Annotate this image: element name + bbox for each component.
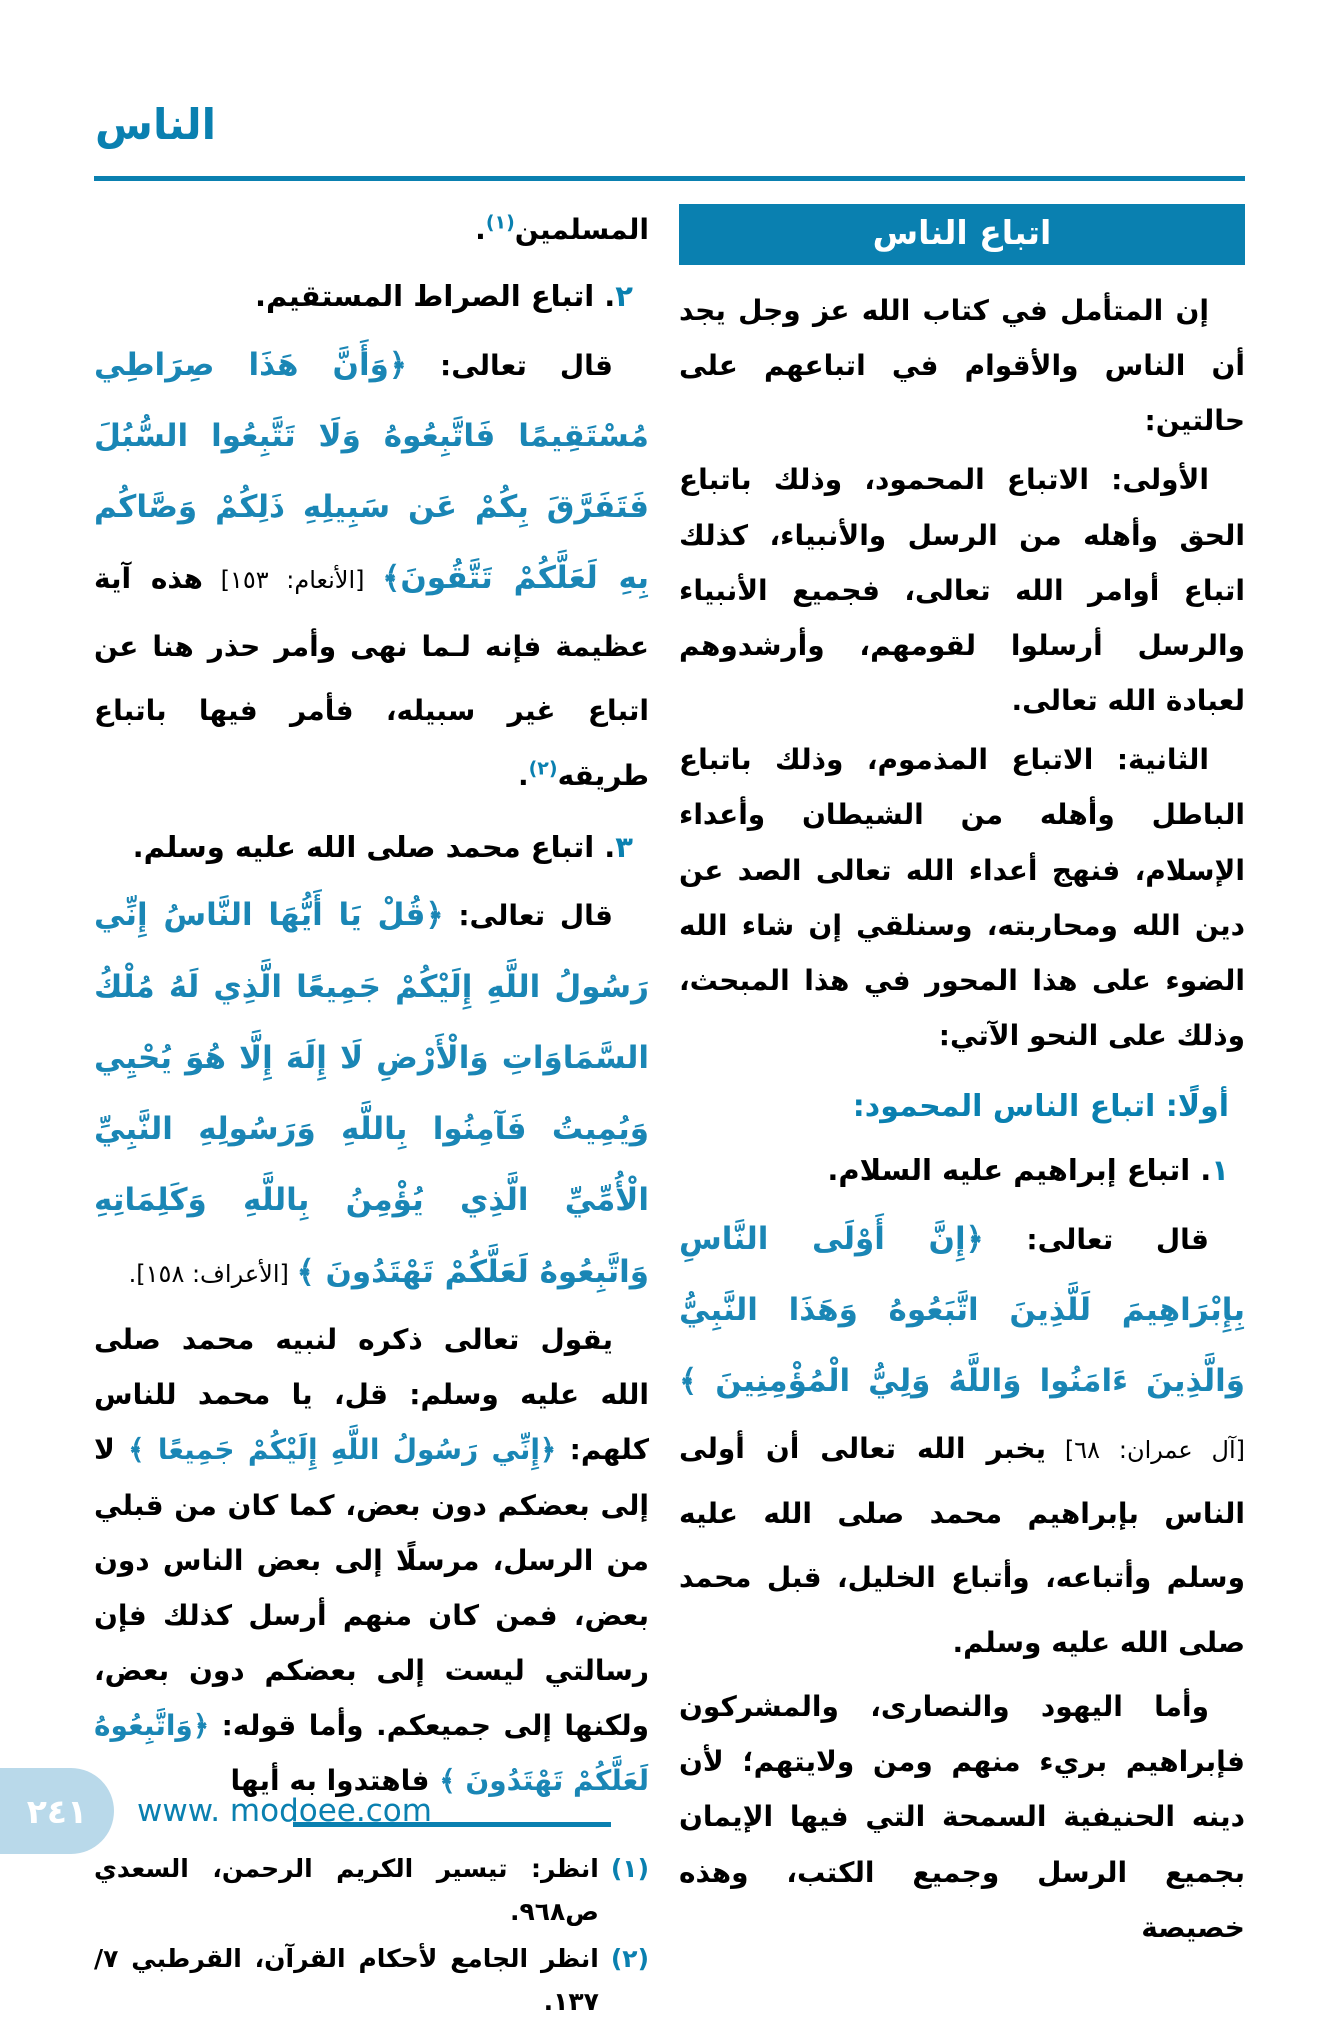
bold-text: . اتباع إبراهيم عليه السلام. (827, 1153, 1212, 1188)
heading-number: ٣ (615, 829, 633, 864)
footnote-item (94, 1847, 649, 1933)
paragraph-h-num (94, 273, 649, 319)
paragraph-h-teal (679, 1083, 1245, 1131)
body-text: . (517, 758, 529, 792)
footnote-text: انظر الجامع لأحكام القرآن، القرطبي ٧/ ١٣٧. (94, 1944, 599, 2017)
body-text: المسلمين (514, 213, 649, 246)
paragraph-p-quran (94, 880, 649, 1308)
body-text: وأما اليهود والنصارى، والمشركون فإبراهيم بريء منهم ومن ولايتهم؛ لأن دينه الحنيفية السمحة التي فيها الإيمان بجميع الرسل وجميع الكتب، وهذه خصيصة (679, 1690, 1245, 1944)
body-text: الاتباع المحمود، وذلك باتباع الحق وأهله من الرسل والأنبياء، كذلك اتباع أوامر الله تعالى، فجميع الأنبياء والرسل أرسلوا لقومهم، وأرشدوهم لعبادة الله تعالى. (679, 463, 1245, 718)
footnote-ref-marker: (١) (485, 211, 515, 234)
footnote-marker: (٢) (610, 1944, 649, 1974)
page-title: الناس (95, 100, 217, 149)
body-text: يقول تعالى ذكره لنبيه محمد صلى الله عليه وسلم: قل، يا محمد للناس كلهم: (94, 1323, 649, 1467)
heading-number: ٢ (615, 279, 633, 314)
quran-text: ﴿إِنِّي رَسُولُ اللَّهِ إِلَيْكُمْ جَمِيعًا ﴾ (128, 1433, 557, 1467)
bold-text: هذه آية عظيمة فإنه (94, 562, 649, 663)
heading-number: ١ (1211, 1153, 1229, 1188)
column-right-blocks (679, 283, 1245, 1955)
bold-text: . اتباع الصراط المستقيم. (255, 279, 616, 314)
paragraph-p (94, 202, 649, 257)
body-text: لا إلى بعضكم دون بعض، كما كان من قبلي من الرسل، مرسلًا إلى بعض الناس دون بعض، فمن كان منهم أرسل كذلك فإن رسالتي ليست إلى بعضكم دون بعض، ولكنها إلى جميعكم. وأما قوله: (94, 1433, 649, 1743)
body-text: الاتباع المذموم، وذلك باتباع الباطل وأهله من الشيطان وأعداء الإسلام، فنهج أعداء الله تعالى الصد عن دين الله ومحاربته، وسنلقي إن شاء الله الضوء على هذا المحور في هذا المبحث، وذلك على النحو الآتي: (679, 743, 1245, 1053)
body-text: قال تعالى: (983, 1222, 1209, 1256)
section-title-box: اتباع الناس (679, 204, 1245, 265)
paragraph-h-num (94, 824, 649, 870)
bold-text: الثانية: (1093, 743, 1209, 777)
quran-text: ﴿وَأَنَّ هَذَا صِرَاطِي مُسْتَقِيمًا فَاتَّبِعُوهُ وَلَا تَتَّبِعُوا السُّبُلَ فَتَفَرَّقَ بِكُمْ عَن سَبِيلِهِ ذَلِكُمْ وَصَّاكُم بِهِ لَعَلَّكُمْ تَتَّقُونَ﴾ (94, 346, 649, 597)
body-text: فاهتدوا به أيها (230, 1764, 440, 1798)
body-text: أولى الناس بإبراهيم محمد صلى الله عليه وسلم وأتباعه، وأتباع الخليل، قبل محمد صلى الله عليه وسلم. (679, 1432, 1245, 1659)
verse-reference: [الأنعام: ١٥٣] (202, 566, 383, 595)
footnote-marker: (١) (610, 1854, 649, 1884)
bold-text: . اتباع محمد صلى الله عليه وسلم. (132, 829, 616, 864)
footnote-text: انظر: تيسير الكريم الرحمن، السعدي ص٩٦٨. (94, 1854, 599, 1927)
paragraph-p (679, 732, 1245, 1063)
body-text: لـما نهى وأمر حذر هنا عن اتباع غير سبيله، فأمر فيها باتباع طريقه (94, 629, 649, 792)
paragraph-p (679, 1679, 1245, 1955)
footnotes (94, 1822, 649, 2023)
website-url: www. modoee.com (137, 1793, 432, 1829)
paragraph-p (679, 283, 1245, 448)
column-left-blocks (94, 202, 649, 1808)
body-text: قال تعالى: (407, 348, 614, 382)
body-text: . (475, 213, 486, 246)
paragraph-h-num (679, 1147, 1245, 1193)
paragraph-p-quran (679, 1204, 1245, 1675)
bold-text: يخبر الله تعالى أن (744, 1432, 1046, 1466)
footnote-item (94, 1937, 649, 2023)
teal-heading-text: أولًا: اتباع الناس المحمود: (852, 1089, 1229, 1125)
paragraph-p (94, 1312, 649, 1808)
quran-text: ﴿وَاتَّبِعُوهُ لَعَلَّكُمْ تَهْتَدُونَ ﴾ (94, 1709, 649, 1798)
quran-text: ﴿قُلْ يَا أَيُّهَا النَّاسُ إِنِّي رَسُولُ اللَّهِ إِلَيْكُمْ جَمِيعًا الَّذِي لَهُ مُلْكُ السَّمَاوَاتِ وَالْأَرْضِ لَا إِلَهَ إِلَّا هُوَ يُحْيِي وَيُمِيتُ فَآمِنُوا بِاللَّهِ وَرَسُولِهِ النَّبِيِّ الْأُمِّيِّ الَّذِي يُؤْمِنُ بِاللَّهِ وَكَلِمَاتِهِ وَاتَّبِعُوهُ لَعَلَّكُمْ تَهْتَدُونَ ﴾ (94, 897, 649, 1290)
page-content (94, 202, 1245, 2027)
column-right (679, 202, 1245, 2027)
paragraph-p (679, 452, 1245, 728)
quran-text: ﴿إِنَّ أَوْلَى النَّاسِ بِإِبْرَاهِيمَ لَلَّذِينَ اتَّبَعُوهُ وَهَذَا النَّبِيُّ وَالَّذِينَ ءَامَنُوا وَاللَّهُ وَلِيُّ الْمُؤْمِنِينَ ﴾ (679, 1220, 1245, 1400)
footnote-ref-marker: (٢) (528, 757, 558, 780)
header-rule (94, 176, 1245, 181)
column-left (94, 202, 649, 2027)
body-text: قال تعالى: (443, 899, 614, 933)
verse-reference: [الأعراف: ١٥٨]. (128, 1259, 297, 1288)
verse-reference: [آل عمران: ٦٨] (1045, 1436, 1245, 1465)
page-number-badge: ٢٤١ (0, 1768, 114, 1854)
bold-text: الأولى: (1088, 463, 1210, 497)
paragraph-p-quran (94, 330, 649, 808)
body-text: إن المتأمل في كتاب الله عز وجل يجد أن الناس والأقوام في اتباعهم على حالتين: (679, 294, 1245, 438)
